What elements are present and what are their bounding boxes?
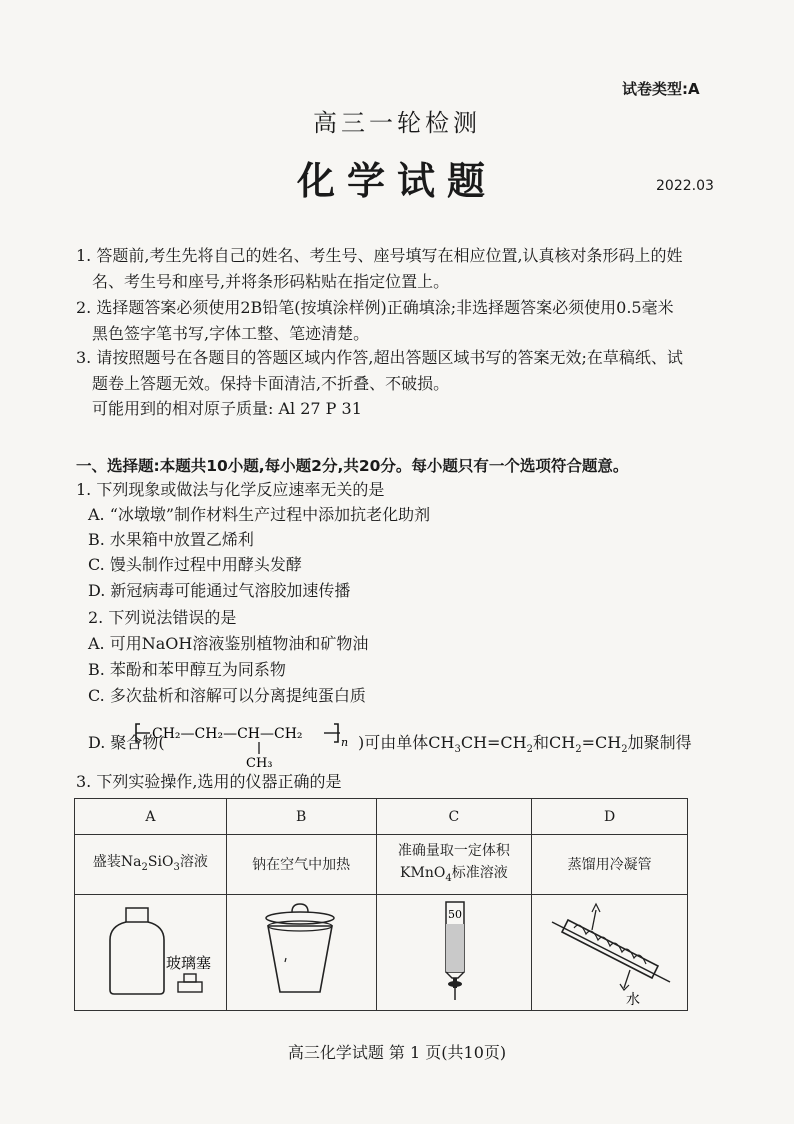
q3-text-b: 钠在空气中加热 (226, 835, 376, 895)
q3-stem: 3. 下列实验操作,选用的仪器正确的是 (76, 772, 342, 791)
glass-stopper-label: 玻璃塞 (166, 953, 212, 972)
q3-image-d (532, 895, 688, 1011)
exam-date: 2022.03 (656, 178, 714, 194)
exam-subtitle: 高三一轮检测 (313, 109, 481, 137)
q2-option-c: C. 多次盐析和溶解可以分离提纯蛋白质 (88, 686, 366, 705)
q1-stem: 1. 下列现象或做法与化学反应速率无关的是 (76, 480, 385, 499)
q3-header-a: A (75, 799, 227, 835)
q3-text-a: 盛装$Na_2SiO_3$溶液 (75, 835, 227, 895)
q1-option-a: A. “冰墩墩”制作材料生产过程中添加抗老化助剂 (88, 505, 431, 524)
q2-d-suffix: )可由单体$CH_3CH=CH_2$和$CH_2=CH_2$加聚制得 (358, 733, 692, 756)
reagent-bottle-icon (76, 896, 224, 1006)
instruction-3-line-1: 3. 请按照题号在各题目的答题区域内作答,超出答题区域书写的答案无效;在草稿纸、试 (76, 348, 683, 367)
q2-d-prefix: D. 聚合物( (88, 733, 165, 752)
instruction-1-line-2: 名、考生号和座号,并将条形码粘贴在指定位置上。 (92, 272, 450, 291)
q1-option-b: B. 水果箱中放置乙烯利 (88, 530, 254, 549)
paper-type-label: 试卷类型:A (622, 80, 700, 98)
condenser-icon (534, 896, 686, 1006)
atomic-mass-note: 可能用到的相对原子质量: Al 27 P 31 (92, 399, 362, 418)
instruction-2-line-2: 黑色签字笔书写,字体工整、笔迹清楚。 (92, 324, 370, 343)
q3-text-c: 准确量取一定体积 KMnO$_4$标准溶液 (376, 835, 532, 895)
instruction-3-line-2: 题卷上答题无效。保持卡面清洁,不折叠、不破损。 (92, 374, 450, 393)
polymer-branch: CH₃ (246, 756, 273, 770)
q1-option-d: D. 新冠病毒可能通过气溶胶加速传播 (88, 581, 351, 600)
polymer-n: n (341, 736, 349, 749)
water-label: 水 (625, 991, 640, 1006)
q3-header-c: C (376, 799, 532, 835)
page-footer: 高三化学试题 第 1 页(共10页) (287, 1043, 507, 1062)
exam-title: 化学试题 (296, 158, 497, 203)
instruction-2-line-1: 2. 选择题答案必须使用2B铅笔(按填涂样例)正确填涂;非选择题答案必须使用0.5毫米 (76, 298, 674, 317)
instruction-1-line-1: 1. 答题前,考生先将自己的姓名、考生号、座号填写在相应位置,认真核对条形码上的姓 (76, 246, 683, 265)
polymer-structure (134, 720, 354, 770)
q3-image-c (376, 895, 532, 1011)
q2-stem: 2. 下列说法错误的是 (88, 608, 237, 627)
q3-image-a (75, 895, 227, 1011)
q3-text-d: 蒸馏用冷凝管 (532, 835, 688, 895)
polymer-backbone: CH₂—CH₂—CH—CH₂ (152, 726, 303, 742)
q3-header-b: B (226, 799, 376, 835)
q3-image-b (226, 895, 376, 1011)
q2-option-a: A. 可用NaOH溶液鉴别植物油和矿物油 (88, 634, 369, 653)
q1-option-c: C. 馒头制作过程中用酵头发酵 (88, 555, 302, 574)
q2-option-b: B. 苯酚和苯甲醇互为同系物 (88, 660, 286, 679)
q3-header-d: D (532, 799, 688, 835)
crucible-icon (228, 896, 374, 1006)
q3-options-table (74, 798, 688, 1011)
section-1-heading: 一、选择题:本题共10小题,每小题2分,共20分。每小题只有一个选项符合题意。 (76, 457, 629, 475)
burette-icon (378, 896, 530, 1006)
burette-scale-label: 50 (447, 907, 462, 921)
